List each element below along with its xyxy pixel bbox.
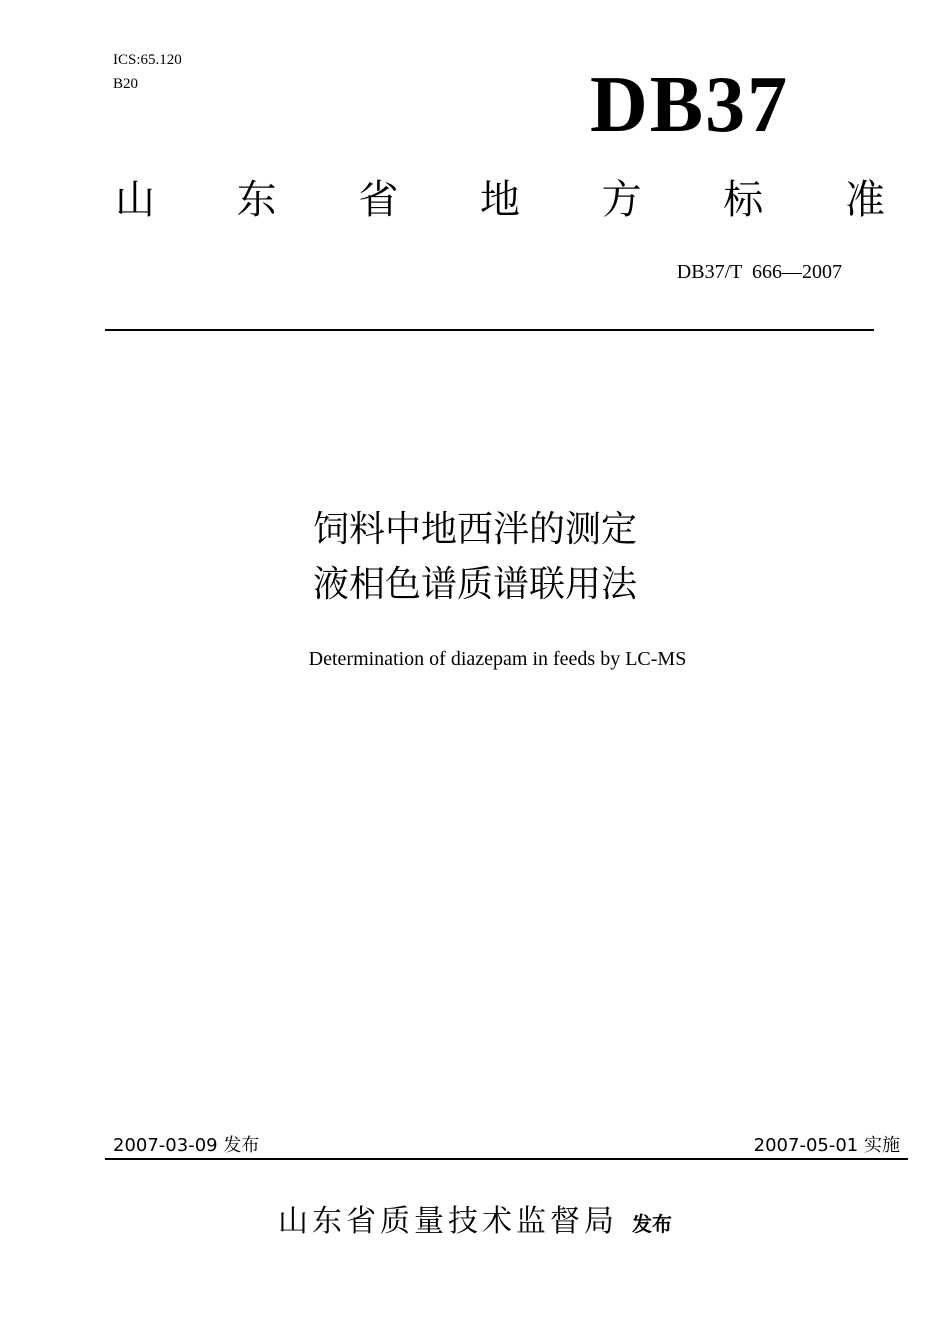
top-divider (105, 329, 874, 331)
standard-number: DB37/T 666—2007 (676, 261, 842, 283)
classification-code: B20 (113, 76, 139, 92)
province-char: 东 (236, 177, 277, 223)
province-standard-heading (110, 172, 890, 228)
ics-code-block (113, 48, 182, 96)
province-char: 省 (358, 177, 399, 223)
english-title: Determination of diazepam in feeds by LC-MS (308, 648, 687, 670)
province-char: 标 (723, 177, 764, 223)
issuing-organization: 山东省质量技术监督局 (278, 1204, 618, 1239)
implementation-date: 2007-05-01 实施 (753, 1135, 900, 1156)
title-line-1: 饲料中地西泮的测定 (312, 509, 637, 550)
province-char: 地 (479, 177, 520, 223)
province-char: 方 (601, 177, 642, 223)
db37-logo: DB37 (590, 61, 790, 149)
issuer-suffix: 发布 (632, 1212, 672, 1236)
province-char: 山 (115, 177, 155, 223)
title-line-2: 液相色谱质谱联用法 (312, 564, 637, 605)
province-char: 准 (844, 177, 885, 223)
release-date: 2007-03-09 发布 (113, 1135, 260, 1156)
ics-code: ICS:65.120 (113, 52, 182, 68)
bottom-divider (105, 1158, 908, 1160)
issuer-line (100, 1196, 850, 1240)
